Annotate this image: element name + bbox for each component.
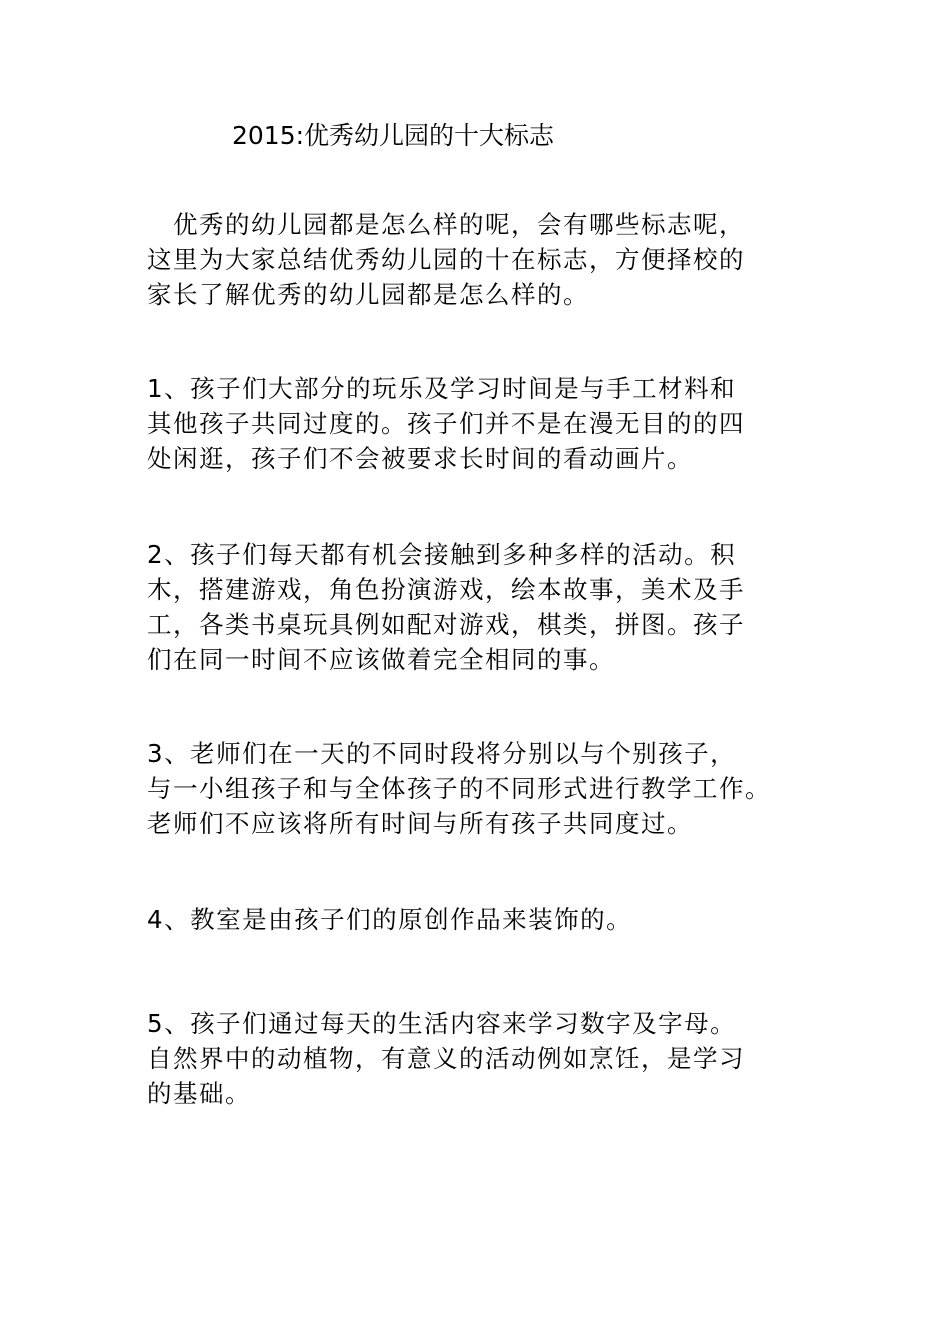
list-item-2 — [147, 537, 847, 677]
item-line: 自然界中的动植物，有意义的活动例如烹饪，是学习 — [147, 1044, 745, 1073]
intro-paragraph — [147, 207, 847, 312]
list-item-5 — [147, 1006, 847, 1111]
item-line: 老师们不应该将所有时间与所有孩子共同度过。 — [147, 809, 693, 838]
item-line: 2、孩子们每天都有机会接触到多种多样的活动。积 — [147, 540, 737, 569]
intro-line: 这里为大家总结优秀幼儿园的十在标志，方便择校的 — [147, 245, 745, 274]
item-line: 的基础。 — [147, 1079, 251, 1108]
item-line: 木，搭建游戏，角色扮演游戏，绘本故事，美术及手 — [147, 575, 745, 604]
item-line: 处闲逛，孩子们不会被要求长时间的看动画片。 — [147, 444, 693, 473]
list-item-4 — [147, 902, 847, 937]
intro-line: 优秀的幼儿园都是怎么样的呢，会有哪些标志呢， — [147, 210, 745, 239]
intro-line: 家长了解优秀的幼儿园都是怎么样的。 — [147, 280, 589, 309]
item-line: 3、老师们在一天的不同时段将分别以与个别孩子， — [147, 739, 737, 768]
item-line: 其他孩子共同过度的。孩子们并不是在漫无目的的四 — [147, 409, 745, 438]
item-line: 4、教室是由孩子们的原创作品来装饰的。 — [147, 905, 633, 934]
item-line: 与一小组孩子和与全体孩子的不同形式进行教学工作。 — [147, 774, 771, 803]
item-line: 5、孩子们通过每天的生活内容来学习数字及字母。 — [147, 1009, 737, 1038]
item-line: 1、孩子们大部分的玩乐及学习时间是与手工材料和 — [147, 374, 737, 403]
list-item-3 — [147, 736, 847, 841]
list-item-1 — [147, 371, 847, 476]
item-line: 工，各类书桌玩具例如配对游戏，棋类，拼图。孩子 — [147, 610, 745, 639]
item-line: 们在同一时间不应该做着完全相同的事。 — [147, 645, 615, 674]
document-title: 2015:优秀幼儿园的十大标志 — [232, 121, 555, 150]
